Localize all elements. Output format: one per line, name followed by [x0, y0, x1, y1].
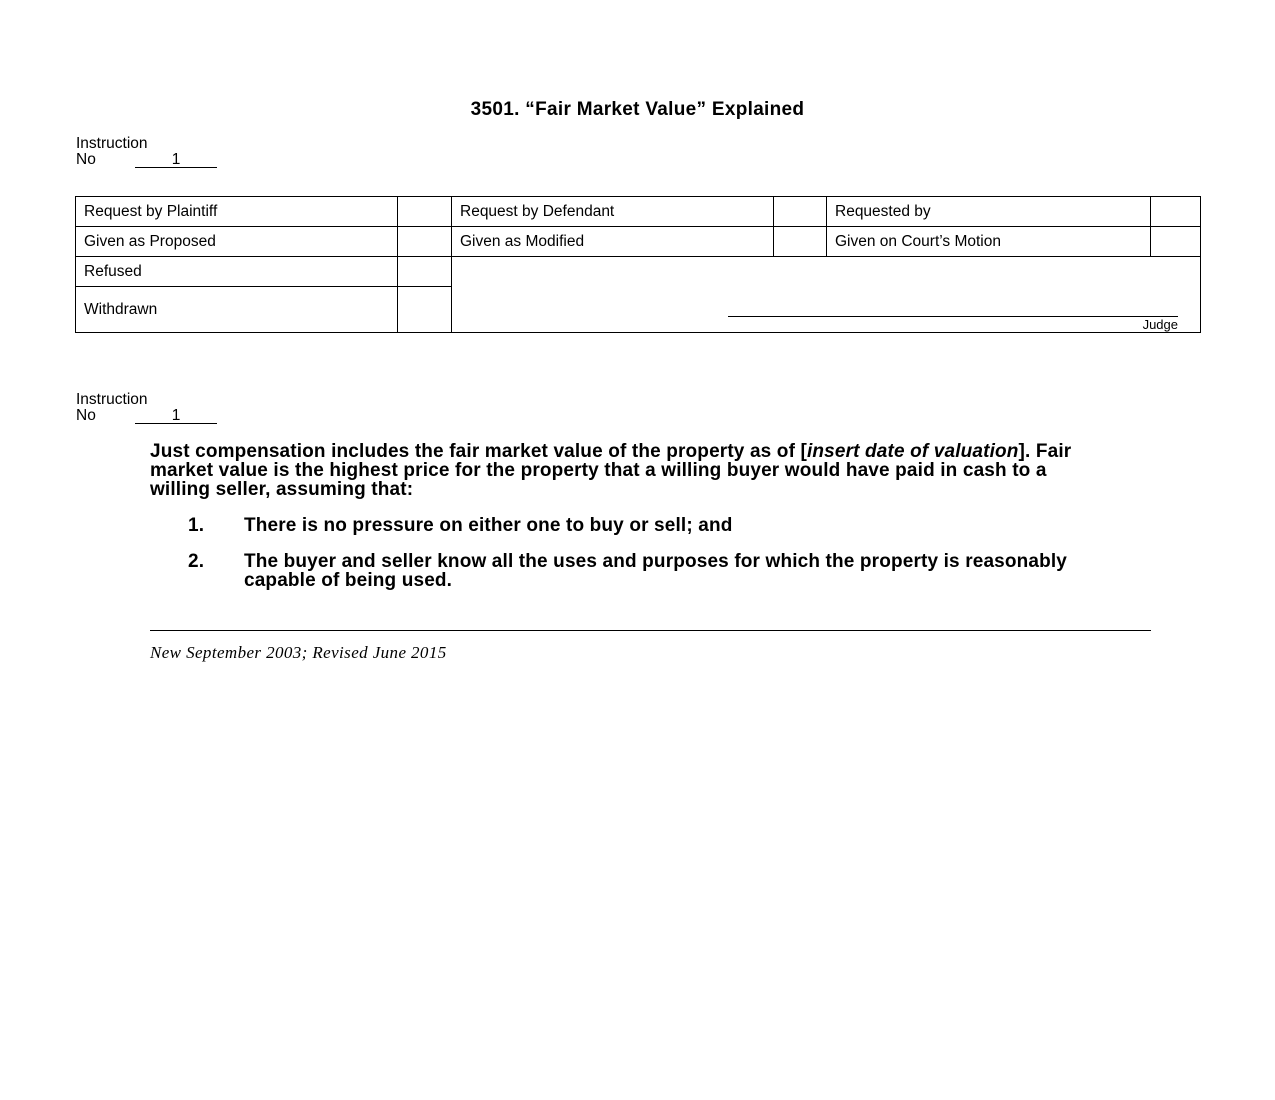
- list-item-text: There is no pressure on either one to buy or sell; and: [244, 515, 733, 536]
- request-by-plaintiff-checkbox[interactable]: [398, 197, 452, 227]
- instruction-paragraph: [150, 442, 1110, 499]
- instruction-placeholder-italic: insert date of valuation: [806, 441, 1019, 462]
- given-as-proposed-label: Given as Proposed: [76, 227, 398, 257]
- withdrawn-label: Withdrawn: [76, 287, 398, 333]
- refused-checkbox[interactable]: [398, 257, 452, 287]
- list-item-number: 2.: [188, 551, 205, 572]
- instruction-label: Instruction: [76, 391, 148, 408]
- history-note: New September 2003; Revised June 2015: [150, 643, 447, 662]
- instruction-label: Instruction: [76, 135, 148, 152]
- instruction-number-block-top: [76, 135, 181, 168]
- section-divider: [150, 630, 1151, 631]
- request-by-plaintiff-label: Request by Plaintiff: [76, 197, 398, 227]
- instruction-intro-text-cont: ]. Fair market value is the highest price for the property that a willing buyer would have paid in cash to a willing seller, assuming that:: [150, 441, 1072, 500]
- requested-by-checkbox[interactable]: [1151, 197, 1201, 227]
- list-item-number: 1.: [188, 515, 205, 536]
- judge-signature-area: [452, 257, 1201, 333]
- instruction-no-label: No: [76, 151, 96, 168]
- judge-label: Judge: [1142, 317, 1178, 332]
- disposition-table: [75, 196, 1201, 333]
- withdrawn-checkbox[interactable]: [398, 287, 452, 333]
- instruction-number-field[interactable]: 1: [135, 408, 217, 424]
- judge-signature-line[interactable]: [728, 316, 1178, 317]
- instruction-number-field[interactable]: 1: [135, 152, 217, 168]
- given-as-modified-checkbox[interactable]: [774, 227, 827, 257]
- instruction-no-label: No: [76, 407, 96, 424]
- list-item-text: The buyer and seller know all the uses and purposes for which the property is reasonably capable of being used.: [244, 551, 1068, 591]
- given-as-proposed-checkbox[interactable]: [398, 227, 452, 257]
- instruction-intro-text: Just compensation includes the fair market value of the property as of [: [150, 441, 807, 462]
- request-by-defendant-label: Request by Defendant: [452, 197, 774, 227]
- requested-by-label: Requested by: [827, 197, 1151, 227]
- document-title: 3501. “Fair Market Value” Explained: [470, 99, 805, 120]
- instruction-number-block-bottom: [76, 391, 181, 424]
- given-as-modified-label: Given as Modified: [452, 227, 774, 257]
- given-on-courts-motion-checkbox[interactable]: [1151, 227, 1201, 257]
- given-on-courts-motion-label: Given on Court’s Motion: [827, 227, 1151, 257]
- request-by-defendant-checkbox[interactable]: [774, 197, 827, 227]
- refused-label: Refused: [76, 257, 398, 287]
